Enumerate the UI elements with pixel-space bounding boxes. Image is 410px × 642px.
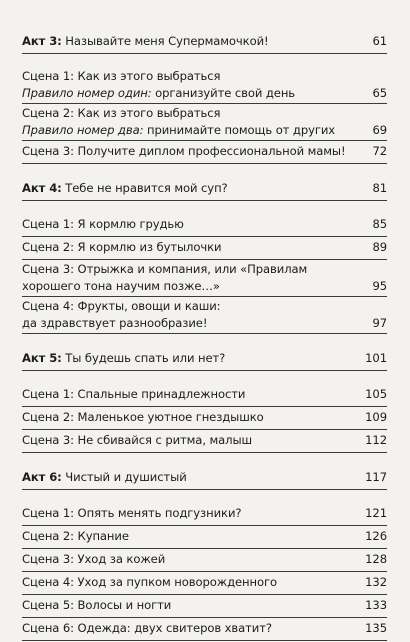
toc-scene-row [22,596,387,618]
act-heading [22,349,387,371]
scene-title [22,238,365,257]
scene-title-line1: Сцена 3: Получите диплом профессиональной мамы! [22,144,346,158]
act-label: Акт 5: [22,351,62,365]
page-number: 109 [365,410,387,424]
page-number: 128 [365,552,387,566]
act-title [22,349,365,368]
toc-act [22,32,387,179]
page-number: 105 [365,387,387,401]
scene-title-line1: Сцена 6: Одежда: двух свитеров хватит? [22,621,272,635]
toc-scene-row [22,619,387,641]
toc-scene-row [22,68,387,104]
page-number: 117 [365,470,387,484]
toc-scene-row [22,550,387,572]
act-title-text: Ты будешь спать или нет? [65,351,226,365]
scene-title [22,261,365,294]
page-number: 85 [372,217,387,231]
page-number: 61 [372,34,387,48]
act-spacer [22,335,387,349]
toc-act [22,179,387,349]
act-heading [22,468,387,490]
toc-scene-row [22,142,387,164]
act-heading [22,179,387,201]
toc-scene-row [22,408,387,430]
scene-title-line1: Сцена 2: Как из этого выбраться [22,106,221,120]
page-number: 133 [365,598,387,612]
toc-scene-row [22,527,387,549]
act-title [22,32,365,51]
toc-act [22,468,387,641]
toc-scene-row [22,431,387,453]
scene-title [22,504,365,523]
scene-title-line1: Сцена 4: Фрукты, овощи и каши: [22,299,221,313]
scene-title [22,550,365,569]
scene-title-line1: Сцена 4: Уход за пупком новорожденного [22,575,277,589]
toc-scene-row [22,215,387,237]
scene-title [22,408,365,427]
page-number: 132 [365,575,387,589]
act-title [22,468,365,487]
scene-rule-label: Правило номер один: [22,85,152,100]
act-label: Акт 3: [22,34,62,48]
scene-title-line1: Сцена 2: Маленькое уютное гнездышко [22,410,264,424]
toc-scene-row [22,261,387,297]
scene-title [22,68,365,101]
page-number: 121 [365,506,387,520]
act-title-text: Чистый и душистый [65,470,187,484]
scene-title-line2: принимайте помощь от других [143,122,336,137]
scene-title-line1: Сцена 3: Не сбивайся с ритма, малыш [22,433,253,447]
scene-title-line1: Сцена 1: Как из этого выбраться [22,69,221,83]
scene-title [22,527,365,546]
page-number: 126 [365,529,387,543]
act-title-text: Называйте меня Супермамочкой! [65,34,269,48]
scene-title [22,431,365,450]
scene-title-line1: Сцена 3: Уход за кожей [22,552,166,566]
page-number: 72 [372,144,387,158]
scene-title-line1: Сцена 1: Я кормлю грудью [22,217,184,231]
scene-title [22,385,365,404]
toc-scene-row [22,105,387,141]
page-number: 69 [372,122,387,137]
scene-title [22,142,365,161]
scene-title-line1: Сцена 2: Я кормлю из бутылочки [22,240,222,254]
page-number: 135 [365,621,387,635]
toc-scene-row [22,504,387,526]
scene-title-line1: Сцена 1: Опять менять подгузники? [22,506,242,520]
act-label: Акт 6: [22,470,62,484]
page-number: 101 [365,351,387,365]
page-number: 89 [372,240,387,254]
scene-title-line1: Сцена 1: Спальные принадлежности [22,387,246,401]
toc-scene-row [22,385,387,407]
scene-title [22,596,365,615]
scene-title [22,105,365,138]
page-number: 97 [372,315,387,330]
scene-title [22,619,365,638]
page-number: 81 [372,181,387,195]
scene-title-line2: организуйте свой день [151,85,296,100]
scene-title [22,573,365,592]
act-heading [22,32,387,54]
toc-scene-row [22,298,387,334]
page-number: 95 [372,278,387,293]
page-number: 112 [365,433,387,447]
scene-title-line2: да здравствует разнообразие! [22,315,208,330]
scene-title [22,298,365,331]
scene-rule-label: Правило номер два: [22,122,144,137]
scene-title-line1: Сцена 2: Купание [22,529,129,543]
toc-scene-row [22,238,387,260]
toc-scene-row [22,573,387,595]
act-spacer [22,454,387,468]
table-of-contents [22,32,387,642]
act-spacer [22,165,387,179]
scene-title-line1: Сцена 3: Отрыжка и компания, или «Правилам [22,262,308,276]
scene-title-line2: хорошего тона научим позже…» [22,278,220,293]
act-title-text: Тебе не нравится мой суп? [65,181,228,195]
act-label: Акт 4: [22,181,62,195]
scene-title [22,215,365,234]
scene-title-line1: Сцена 5: Волосы и ногти [22,598,172,612]
act-title [22,179,365,198]
page-number: 65 [372,85,387,100]
toc-act [22,349,387,468]
